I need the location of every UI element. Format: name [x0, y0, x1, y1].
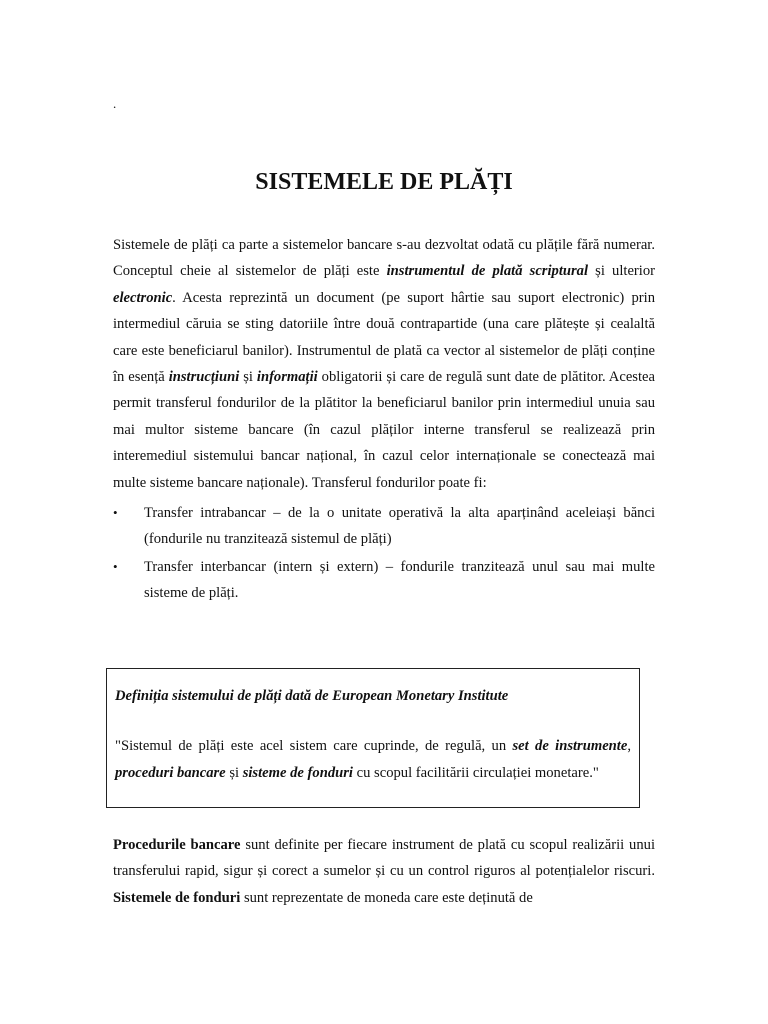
quote-text-2: , [627, 738, 631, 755]
bold-fund-systems: Sistemele de fonduri [113, 889, 241, 906]
emphasis-information: informații [256, 369, 318, 386]
definition-quote [115, 733, 631, 786]
emphasis-fund-systems: sisteme de fonduri [242, 764, 353, 781]
page-marker: . [113, 96, 117, 111]
intro-text-4: și [239, 369, 257, 386]
list-item [113, 500, 655, 553]
emphasis-scriptural-instrument: instrumentul de plată scriptural [386, 263, 589, 280]
bullet-icon: • [113, 505, 118, 520]
quote-text-3: și [225, 764, 243, 781]
intro-text-3: . Acesta reprezintă un document (pe suport hârtie sau suport electronic) prin intermediul căruia se sting datoriile între două contrapartide (una care plătește și cealaltă care este beneficiarul banilor). Instrumentul de plată ca vector al sistemelor de plăți conține în esență [113, 289, 655, 386]
quote-text-1: "Sistemul de plăți este acel sistem care cuprinde, de regulă, un [115, 738, 513, 755]
quote-text-4: cu scopul facilitării circulației monetare." [352, 764, 599, 781]
intro-text-5: obligatorii și care de regulă sunt date de plătitor. Acestea permit transferul fondurilor de la plătitor la beneficiarul banilor prin intermediul unuia sau mai multor sisteme bancare (în cazul plăților interne transferul se realizează prin interemediul sistemului bancar național, în cazul celor internaționale se conectează mai multe sisteme bancare naționale). Transferul fondurilor poate fi: [113, 369, 655, 491]
list-item-text: Transfer intrabancar – de la o unitate operativă la alta aparținând aceleiași bănci (fondurile nu tranzitează sistemul de plăți) [144, 505, 655, 548]
bold-bank-procedures: Procedurile bancare [113, 837, 241, 853]
list-item-text: Transfer interbancar (intern și extern) – fondurile tranzitează unul sau mai multe sisteme de plăți. [144, 558, 655, 602]
intro-text-2: și ulterior [588, 263, 655, 280]
bullet-icon: • [113, 558, 118, 574]
definition-box [106, 668, 640, 808]
emphasis-instrument-set: set de instrumente [512, 738, 628, 755]
definition-heading: Definiția sistemului de plăți dată de European Monetary Institute [115, 688, 509, 704]
emphasis-bank-procedures: proceduri bancare [115, 764, 226, 781]
transfer-types-list [113, 500, 655, 608]
emphasis-electronic: electronic [113, 289, 173, 306]
procedures-text-2: sunt reprezentate de moneda care este deținută de [240, 889, 533, 906]
emphasis-instructions: instrucțiuni [168, 369, 240, 386]
page-title: SISTEMELE DE PLĂȚI [255, 169, 513, 195]
procedures-text-1: sunt definite per fiecare instrument de plată cu scopul realizării unui transferului rapid, sigur și corect a sumelor și cu un control riguros al potențialelor riscuri. [113, 837, 655, 880]
intro-text-1: Sistemele de plăți ca parte a sistemelor bancare s-au dezvoltat odată cu plățile fără numerar. Conceptul cheie al sistemelor de plăți este [113, 237, 655, 280]
procedures-paragraph [113, 832, 655, 911]
intro-paragraph [113, 232, 655, 496]
list-item [113, 554, 655, 607]
